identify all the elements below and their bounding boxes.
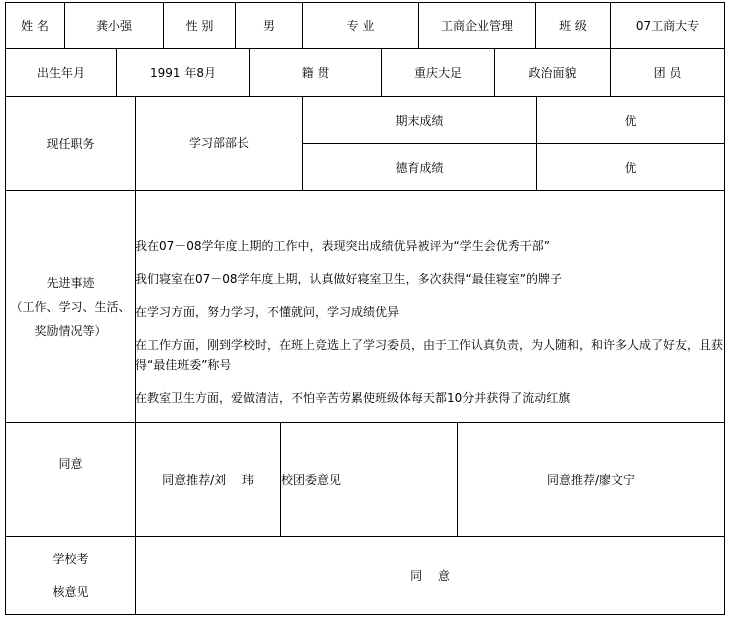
birth-label-cell: [5, 48, 117, 97]
moral-grade-label-cell: [302, 143, 537, 191]
league-opinion-cell: [280, 422, 458, 537]
final-grade-label-cell: [302, 96, 537, 144]
gender-label: 性 别: [185, 19, 214, 33]
school-opinion-cell: [135, 536, 725, 615]
deed-item: 我们寝室在07－08学年度上期，认真做好寝室卫生，多次获得“最佳寝室”的牌子: [135, 272, 562, 286]
final-grade-value-cell: [536, 96, 725, 144]
recommend-2-cell: [457, 422, 725, 537]
politics-value: 团 员: [653, 66, 682, 80]
major-label: 专 业: [346, 19, 375, 33]
name-label: 姓 名: [21, 19, 49, 33]
birth-value-cell: [116, 48, 250, 97]
major-value: 工商企业管理: [440, 19, 513, 33]
deed-item: 在工作方面，刚到学校时，在班上竞选上了学习委员，由于工作认真负责，为人随和，和许多人成了好友，且获得“最佳班委”称号: [135, 338, 724, 372]
position-label: 现任职务: [46, 137, 95, 151]
class-value: 07工商大专: [635, 19, 700, 33]
name-label-cell: [5, 2, 65, 49]
deeds-label-cell: [5, 190, 136, 423]
major-value-cell: [418, 2, 536, 49]
gender-value-cell: [235, 2, 303, 49]
final-grade-label: 期末成绩: [395, 113, 444, 128]
deed-item: 在学习方面，努力学习，不懂就问，学习成绩优异: [135, 305, 400, 319]
class-label: 班 级: [559, 19, 587, 33]
moral-grade-value: 优: [624, 160, 637, 175]
position-value-cell: [135, 96, 303, 191]
deed-item: 在教室卫生方面，爱做清洁，不怕辛苦劳累使班级体每天都10分并获得了流动红旗: [135, 391, 571, 405]
origin-value-cell: [381, 48, 495, 97]
deeds-content: [135, 190, 725, 422]
school-opinion-value: 同 意: [410, 569, 450, 583]
recommend-2-text: 同意推荐/廖文宁: [546, 473, 636, 487]
school-label-line-1: 学校考: [52, 551, 89, 566]
deed-item: 我在07－08学年度上期的工作中，表现突出成绩优异被评为“学生会优秀干部”: [135, 239, 550, 253]
school-label-cell: [5, 536, 136, 615]
politics-value-cell: [610, 48, 725, 97]
league-opinion-label: 校团委意见: [281, 473, 342, 487]
gender-label-cell: [163, 2, 236, 49]
class-value-cell: [610, 2, 725, 49]
name-value-cell: [64, 2, 164, 49]
recommend-1-cell: [135, 422, 281, 537]
deeds-label-title: 先进事迹: [46, 275, 95, 290]
class-label-cell: [535, 2, 611, 49]
moral-grade-label: 德育成绩: [395, 160, 444, 175]
birth-value: 1991 年8月: [150, 66, 216, 80]
origin-label: 籍 贯: [301, 66, 330, 80]
approval-label-cell: [5, 422, 136, 537]
recommend-1-text: 同意推荐/刘 玮: [162, 473, 254, 487]
name-value: 龚小强: [95, 19, 132, 33]
school-label-line-2: 核意见: [52, 584, 89, 599]
position-value: 学习部部长: [188, 136, 249, 150]
deeds-label-sub-1: （工作、学习、生活、: [10, 299, 131, 314]
final-grade-value: 优: [624, 113, 637, 128]
birth-label: 出生年月: [36, 66, 85, 80]
approval-label: 同意: [58, 457, 83, 471]
origin-value: 重庆大足: [413, 66, 462, 80]
deeds-label-sub-2: 奖励情况等）: [34, 323, 107, 338]
politics-label-cell: [494, 48, 611, 97]
politics-label: 政治面貌: [528, 66, 577, 80]
origin-label-cell: [249, 48, 382, 97]
moral-grade-value-cell: [536, 143, 725, 191]
gender-value: 男: [262, 19, 275, 33]
major-label-cell: [302, 2, 419, 49]
position-label-cell: [5, 96, 136, 191]
